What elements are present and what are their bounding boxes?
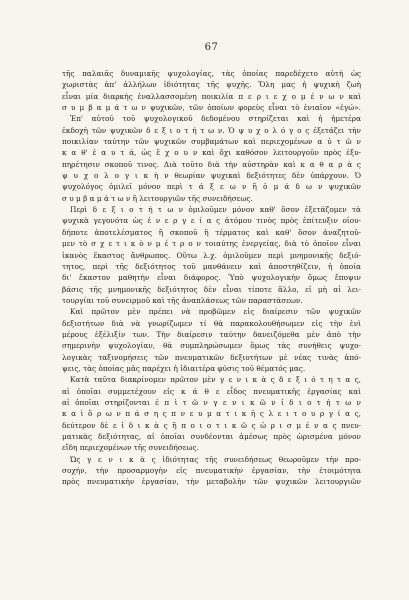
- body-text: [62, 68, 361, 488]
- text-line: δι' ἕκαστον μαθητὴν εἶναι διάφορος. Ὑπὸ ψυχολογικὴν ὅμως ἔποψιν: [62, 273, 361, 283]
- text-line: σημερινὴν ψυχολογίαν, θὰ συμπληρώσωμεν ὅμως τὰς συνήθεις ψυχο-: [62, 341, 361, 351]
- text-line: ἐκδοχὴ τῶν ψυχικῶν δ ε ξ ι ο τ ή τ ω ν. Ὁ ψ υ χ ο λ ό γ ο ς ἐξετάζει τὴν: [62, 125, 361, 135]
- text-line: Κατὰ ταῦτα διακρίνομεν πρῶτον μὲν γ ε ν ι κ ὰ ς δ ε ξ ι ό τ η τ α ς,: [70, 375, 361, 385]
- text-line: Ὡς γ ε ν ι κ ὰ ς ἰδιότητας τῆς συνειδήσεως θεωροῦμεν τὴν προ-: [70, 454, 361, 464]
- text-line: εἴδη περιεχομένων τῆς συνειδήσεως.: [62, 443, 199, 453]
- text-line: ματικὰς δεξιότητας, αἱ ὁποῖαι συνδέονται ἀμέσως πρὸς ὡρισμένα μόνον: [62, 432, 361, 441]
- text-line: πηρέτησιν σκοποῦ τινος. Διὰ τοῦτο διὰ τὴν αὐστηρὰν καὶ κ α θ α ρ ὰ ς: [62, 159, 361, 169]
- text-line: ποικιλίαν ταύτην τῶν ψυχικῶν συμβαμάτων καὶ περιεχομένων α ὐ τ ῶ ν: [62, 137, 361, 147]
- text-line: σ υ μ β α μ ά τ ω ν ψυχικῶν, τῶν ὁποίων φορεὺς εἶναι τὸ ἑνιαῖον «ἐγώ».: [62, 103, 361, 113]
- text-line: δεξιοτήτων διὰ νὰ γνωρίζωμεν τί θὰ παρακολουθήσωμεν εἰς τὴν ἑνὶ: [62, 318, 361, 328]
- text-line: ψυχολόγος ὁμιλεῖ μόνον περὶ τ ά ξ ε ω ν ἢ ὁ μ ά δ ω ν ψυχικῶν: [62, 182, 361, 192]
- text-line: μέρους ἐξέλιξίν των. Τὴν διαίρεσιν ταύτην δανειζόμεθα μὲν ἀπὸ τὴν: [62, 329, 361, 339]
- page-number: 67: [204, 42, 219, 53]
- text-line: Ἐπ' αὐτοῦ τοῦ ψυχολογικοῦ δεδομένου στηρίζεται καὶ ἡ ἡμετέρα: [70, 114, 361, 124]
- text-line: ψ υ χ ο λ ο γ ι κ ὴ ν θεωρίαν ψυχικαὶ δεξιότητες δὲν ὑπάρχουν. Ὁ: [62, 171, 361, 181]
- text-line: σ υ μ β α μ ά τ ω ν ἢ λειτουργιῶν τῆς συνειδήσεως.: [62, 193, 253, 203]
- text-line: Καὶ πρῶτον μὲν πρέπει νὰ προβῶμεν εἰς διαίρεσιν τῶν ψυχικῶν: [70, 307, 361, 317]
- text-line: ψεις, τὰς ὁποίας μᾶς παρέχει ἡ ἰδιαιτέρα φύσις τοῦ θέματός μας.: [62, 363, 306, 373]
- text-line: πρὸς πνευματικὴν ἐργασίαν, τὴν μεταβολὴν τῶν ψυχικῶν λειτουργιῶν: [62, 477, 361, 487]
- text-line: βάσις τῆς μνημονικῆς δεξιότητος δὲν εἶναι τίποτε ἄλλο, εἰ μὴ αἱ λει-: [62, 284, 361, 294]
- text-line: ψυχικὰ γεγονότα ὡς ἐ ν ε ρ γ ε ί α ς ἀτόμου τινὸς πρὸς ἐπίτευξιν οἱου-: [62, 216, 361, 226]
- text-line: αἱ ὁποῖαι συμμετέχουν εἰς κ ά θ ε εἶδος πνευματικῆς ἐργασίας καὶ: [62, 386, 361, 396]
- text-line: λογικὰς ταξινομήσεις τῶν πνευματικῶν δεξιοτήτων μὲ νέας τινὰς ἀπό-: [62, 352, 361, 362]
- text-line: δεύτερον δὲ ε ἰ δ ι κ ὰ ς ἢ π ο ι ο τ ι κ ῶ ς ὡ ρ ι σ μ έ ν α ς πνευ-: [62, 420, 361, 430]
- text-line: κ α ὶ ὅ ρ ω ν π ά σ η ς π ν ε υ μ α τ ι κ ῆ ς λ ε ι τ ο υ ρ γ ί α ς,: [62, 409, 361, 419]
- text-line: τητος, περὶ τῆς δεξιότητος τοῦ μανθάνειν καὶ ἀποστηθίζειν, ἡ ὁποία: [62, 261, 361, 271]
- text-line: αἱ ὁποῖαι στηρίζονται ἐ π ὶ τ ῶ ν γ ε ν ι κ ῶ ν ἰ δ ι ο τ ή τ ω ν: [62, 397, 361, 407]
- text-line: δήποτε ἀποτελέσματος ἢ σκοποῦ ἢ τέρματος καὶ καθ' ὅσον ἀναζητοῦ-: [62, 227, 361, 237]
- text-line: τῆς παλαιᾶς δυναμικῆς ψυχολογίας, τὰς ὁποίας παρεδέχετο αὐτὴ ὡς: [62, 69, 361, 78]
- text-line: μεν τὸ σ χ ε τ ι κ ὸ ν μ έ τ ρ ο ν τοιαύτης ἐνεργείας, διὰ τὸ ὁποῖον εἶναι: [62, 239, 361, 249]
- text-line: σοχήν, τὴν προσαρμογὴν εἰς πνευματικὴν ἐργασίαν, τὴν ἑτοιμότητα: [62, 466, 361, 476]
- text-line: κ α θ' ἑ α υ τ ά, ὡς ἔ χ ο υ ν καὶ ὄχι καθόσον λειτουργοῦν πρὸς ἐξυ-: [62, 148, 361, 158]
- text-line: τουργίαι τοῦ συνειρμοῦ καὶ τῆς ἀναπλάσεως τῶν παραστάσεων.: [62, 295, 303, 305]
- text-line: εἶναι μία διαρκὴς ἐναλλασσομένη ποικιλία π ε ρ ι ε χ ο μ έ ν ω ν καὶ: [62, 91, 361, 101]
- text-line: Περὶ δ ε ξ ι ο τ ή τ ω ν ὁμιλοῦμεν μόνον καθ' ὅσον ἐξετάζομεν τὰ: [70, 205, 361, 215]
- text-line: ἱκανὸς ἕκαστος ἄνθρωπος. Οὕτω λ.χ. ὁμιλοῦμεν περὶ μνημονικῆς δεξιό-: [62, 250, 361, 260]
- text-line: χωριστὰς ἀπ' ἀλλήλων ἰδιότητας τῆς ψυχῆς. Ὅλη μας ἡ ψυχικὴ ζωὴ: [62, 80, 361, 90]
